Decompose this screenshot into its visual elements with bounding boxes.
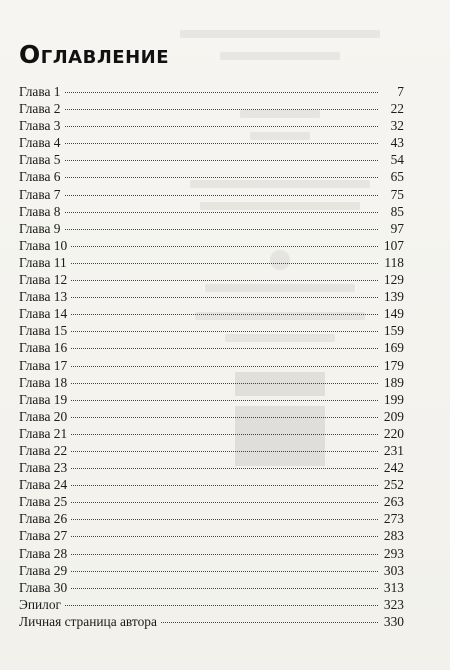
dot-leader: [65, 92, 379, 93]
toc-entry-page-number: 85: [390, 203, 404, 219]
toc-entry: [19, 545, 404, 562]
toc-entry-page-number: 242: [383, 460, 404, 476]
toc-entry-page-number: 252: [383, 477, 404, 493]
toc-entry-label: Глава 19: [19, 391, 68, 407]
toc-entry-page-number: 97: [390, 220, 404, 236]
dot-leader: [71, 434, 378, 435]
toc-entry-label: Глава 18: [19, 374, 68, 390]
dot-leader: [65, 605, 378, 606]
toc-entry-label: Глава 16: [19, 340, 68, 356]
toc-entry: [19, 322, 404, 339]
toc-entry: [19, 288, 404, 305]
dot-leader: [71, 519, 378, 520]
dot-leader: [65, 143, 379, 144]
toc-entry: [19, 408, 404, 425]
dot-leader: [65, 212, 379, 213]
toc-entry-label: Глава 9: [19, 220, 61, 236]
toc-entry-label: Эпилог: [19, 596, 62, 612]
dot-leader: [71, 502, 378, 503]
toc-entry: [19, 100, 404, 117]
dot-leader: [65, 229, 379, 230]
toc-entry: [19, 442, 404, 459]
toc-entry-label: Глава 10: [19, 237, 68, 253]
toc-entry: [19, 83, 404, 100]
dot-leader: [65, 177, 379, 178]
toc-entry: [19, 357, 404, 374]
toc-entry-label: Глава 25: [19, 494, 68, 510]
toc-entry-label: Глава 17: [19, 357, 68, 373]
toc-entry-label: Глава 21: [19, 425, 68, 441]
dot-leader: [71, 571, 378, 572]
toc-entry-label: Глава 11: [19, 254, 67, 270]
toc-entry-label: Глава 27: [19, 528, 68, 544]
toc-entry: [19, 425, 404, 442]
dot-leader: [71, 263, 378, 264]
toc-entry: [19, 527, 404, 544]
dot-leader: [161, 622, 378, 623]
toc-entry: [19, 476, 404, 493]
dot-leader: [65, 160, 379, 161]
dot-leader: [71, 400, 378, 401]
toc-entry: [19, 596, 404, 613]
toc-entry-label: Глава 8: [19, 203, 61, 219]
toc-entry-page-number: 7: [397, 84, 404, 99]
toc-entry-page-number: 263: [383, 494, 404, 510]
toc-entry-page-number: 75: [390, 186, 404, 202]
table-of-contents: [19, 83, 404, 630]
dot-leader: [71, 297, 378, 298]
toc-entry-page-number: 220: [383, 425, 404, 441]
dot-leader: [71, 246, 378, 247]
toc-entry: [19, 220, 404, 237]
toc-entry-page-number: 139: [383, 289, 404, 305]
toc-entry-label: Глава 2: [19, 101, 61, 117]
toc-entry: [19, 186, 404, 203]
dot-leader: [71, 417, 378, 418]
toc-entry-label: Глава 6: [19, 169, 61, 185]
toc-entry: [19, 613, 404, 630]
dot-leader: [71, 588, 378, 589]
toc-entry-page-number: 231: [383, 442, 404, 458]
toc-entry-page-number: 293: [383, 545, 404, 561]
toc-entry: [19, 203, 404, 220]
toc-entry-page-number: 189: [383, 374, 404, 390]
dot-leader: [71, 366, 378, 367]
toc-entry: [19, 271, 404, 288]
toc-entry-label: Личная страница автора: [19, 613, 157, 629]
toc-entry-label: Глава 1: [19, 84, 61, 99]
toc-entry-label: Глава 22: [19, 442, 68, 458]
dot-leader: [71, 314, 378, 315]
toc-entry-page-number: 118: [384, 254, 404, 270]
dot-leader: [71, 554, 378, 555]
toc-entry-page-number: 169: [383, 340, 404, 356]
toc-entry-page-number: 303: [383, 562, 404, 578]
toc-entry: [19, 391, 404, 408]
toc-entry-label: Глава 15: [19, 323, 68, 339]
dot-leader: [71, 451, 378, 452]
dot-leader: [71, 348, 378, 349]
toc-entry-page-number: 199: [383, 391, 404, 407]
toc-entry-page-number: 179: [383, 357, 404, 373]
toc-entry: [19, 117, 404, 134]
toc-entry-page-number: 32: [390, 118, 404, 134]
toc-entry-label: Глава 4: [19, 135, 61, 151]
toc-entry: [19, 237, 404, 254]
dot-leader: [71, 280, 378, 281]
toc-entry: [19, 168, 404, 185]
toc-entry: [19, 134, 404, 151]
dot-leader: [65, 109, 379, 110]
toc-entry-page-number: 54: [390, 152, 404, 168]
toc-entry-page-number: 65: [390, 169, 404, 185]
toc-entry-page-number: 313: [383, 579, 404, 595]
toc-entry: [19, 305, 404, 322]
dot-leader: [71, 331, 378, 332]
toc-entry-page-number: 129: [383, 272, 404, 288]
toc-entry-label: Глава 26: [19, 511, 68, 527]
toc-entry-page-number: 323: [383, 596, 404, 612]
toc-entry-label: Глава 30: [19, 579, 68, 595]
toc-entry-label: Глава 3: [19, 118, 61, 134]
toc-entry-page-number: 107: [383, 237, 404, 253]
toc-entry-label: Глава 13: [19, 289, 68, 305]
toc-entry-label: Глава 24: [19, 477, 68, 493]
toc-entry-label: Глава 5: [19, 152, 61, 168]
toc-entry: [19, 374, 404, 391]
toc-entry-label: Глава 28: [19, 545, 68, 561]
toc-entry-label: Глава 29: [19, 562, 68, 578]
toc-entry: [19, 510, 404, 527]
toc-entry-page-number: 43: [390, 135, 404, 151]
dot-leader: [71, 383, 378, 384]
toc-entry: [19, 579, 404, 596]
toc-entry: [19, 254, 404, 271]
dot-leader: [71, 485, 378, 486]
toc-entry-label: Глава 12: [19, 272, 68, 288]
dot-leader: [65, 126, 379, 127]
toc-entry-page-number: 273: [383, 511, 404, 527]
toc-heading: Оглавление: [19, 40, 169, 69]
dot-leader: [65, 195, 379, 196]
toc-entry: [19, 493, 404, 510]
toc-entry-label: Глава 20: [19, 408, 68, 424]
toc-entry: [19, 562, 404, 579]
toc-entry-label: Глава 14: [19, 306, 68, 322]
dot-leader: [71, 536, 378, 537]
toc-entry: [19, 339, 404, 356]
toc-entry: [19, 151, 404, 168]
toc-entry-label: Глава 23: [19, 460, 68, 476]
toc-entry-page-number: 159: [383, 323, 404, 339]
toc-entry-page-number: 283: [383, 528, 404, 544]
toc-entry-page-number: 330: [383, 613, 404, 629]
dot-leader: [71, 468, 378, 469]
toc-entry-page-number: 149: [383, 306, 404, 322]
toc-entry-page-number: 22: [390, 101, 404, 117]
toc-entry: [19, 459, 404, 476]
toc-entry-page-number: 209: [383, 408, 404, 424]
toc-entry-label: Глава 7: [19, 186, 61, 202]
